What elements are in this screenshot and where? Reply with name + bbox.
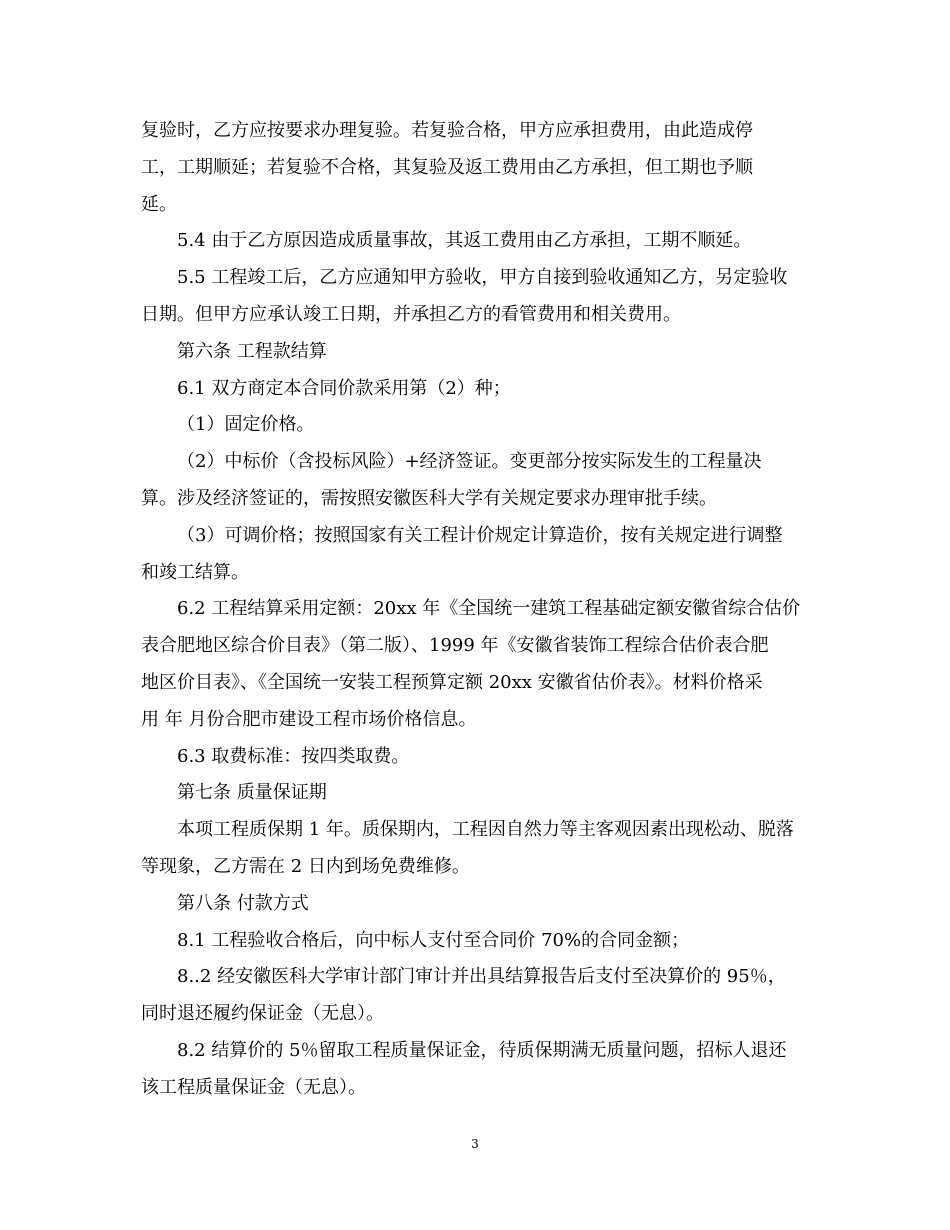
document-body [141,113,813,1107]
text-line: 表合肥地区综合价目表》（第二版）、1999 年《安徽省装饰工程综合估价表合肥 [141,635,769,657]
text-line: 和竣工结算。 [141,561,249,583]
text-line: 第六条 工程款结算 [177,340,327,362]
text-line: 复验时，乙方应按要求办理复验。若复验合格，甲方应承担费用，由此造成停 [141,120,753,141]
text-line: 8.2 结算价的 5％留取工程质量保证金，待质保期满无质量问题，招标人退还 [177,1039,787,1061]
text-line: 等现象，乙方需在 2 日内到场免费维修。 [141,855,470,877]
text-line: 延。 [141,193,177,215]
text-line: 工，工期顺延；若复验不合格，其复验及返工费用由乙方承担，但工期也予顺 [141,156,753,178]
text-line: 8..2 经安徽医科大学审计部门审计并出具结算报告后支付至决算价的 95％， [177,966,786,988]
text-line: 地区价目表》、《全国统一安装工程预算定额 20xx 安徽省估价表》。材料价格采 [141,671,763,693]
text-line: 日期。但甲方应承认竣工日期，并承担乙方的看管费用和相关费用。 [141,303,681,325]
text-line: 同时退还履约保证金（无息）。 [141,1003,384,1025]
text-line: 6.3 取费标准：按四类取费。 [177,745,410,767]
text-line: 6.2 工程结算采用定额：20xx 年《全国统一建筑工程基础定额安徽省综合估价 [177,598,801,620]
text-line: 5.5 工程竣工后，乙方应通知甲方验收，甲方自接到验收通知乙方，另定验收 [177,267,788,289]
text-line: 第八条 付款方式 [177,892,309,914]
text-line: 本项工程质保期 1 年。质保期内，工程因自然力等主客观因素出现松动、脱落 [177,819,794,841]
text-line: 6.1 双方商定本合同价款采用第（2）种； [177,377,511,399]
text-line: （3）可调价格；按照国家有关工程计价规定计算造价，按有关规定进行调整 [177,524,783,546]
text-line: 5.4 由于乙方原因造成质量事故，其返工费用由乙方承担，工期不顺延。 [177,230,752,252]
text-line: 第七条 质量保证期 [177,782,327,804]
text-line: 用 年 月份合肥市建设工程市场价格信息。 [141,708,477,730]
text-line: 该工程质量保证金（无息）。 [141,1076,366,1098]
text-line: 算。涉及经济签证的，需按照安徽医科大学有关规定要求办理审批手续。 [141,487,717,509]
page-number: 3 [471,1137,479,1151]
text-line: （2）中标价（含投标风险）+经济签证。变更部分按实际发生的工程量决 [177,451,762,473]
text-line: 8.1 工程验收合格后，向中标人支付至合同价 70%的合同金额； [177,929,690,951]
text-line: （1）固定价格。 [177,414,315,436]
